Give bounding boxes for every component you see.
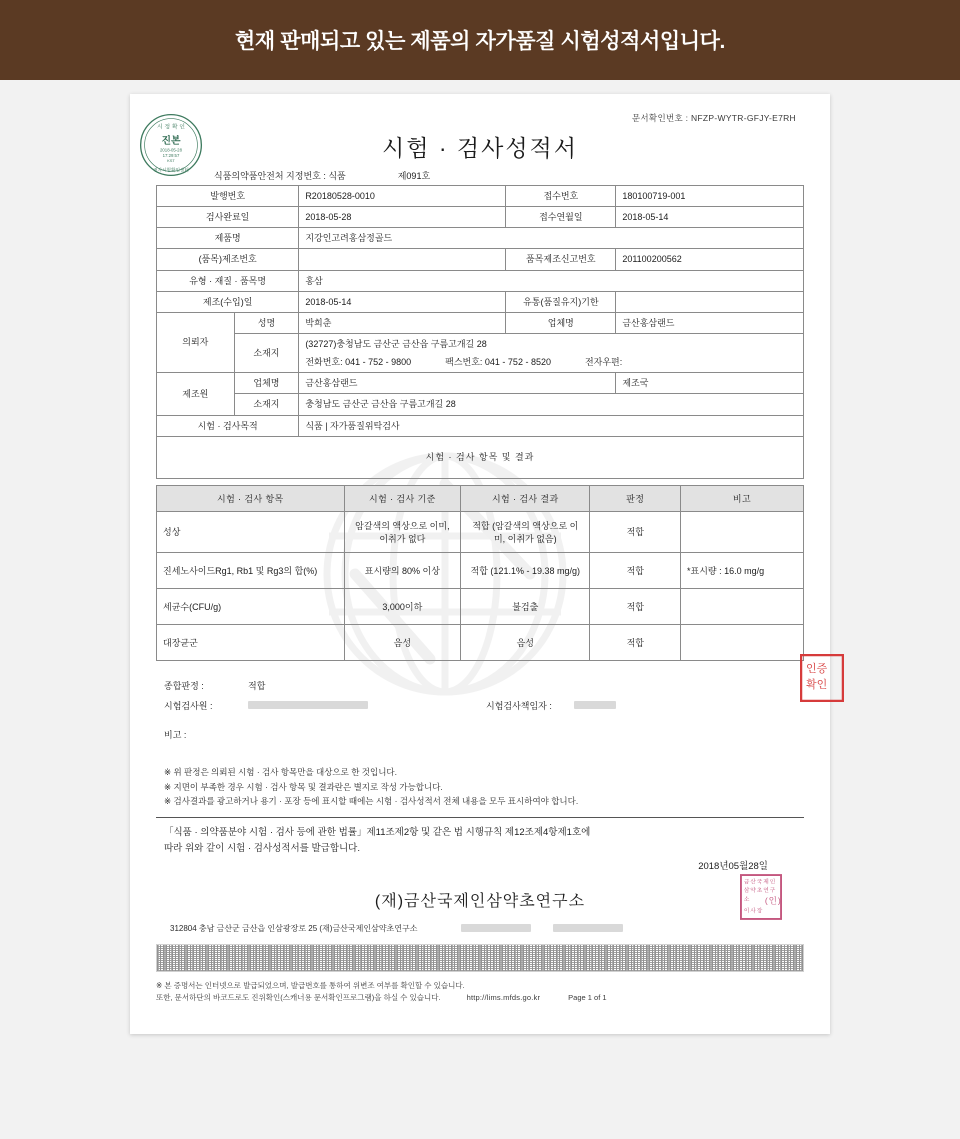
svg-text:확인: 확인 [806, 679, 828, 691]
svg-text:인증: 인증 [806, 663, 828, 675]
receipt-no-label: 접수번호 [506, 186, 616, 207]
document-confirm-label: 문서확인번호 : [631, 113, 689, 123]
inspector-label: 시험검사원 : [164, 700, 213, 711]
col-header-remark: 비고 [681, 485, 804, 511]
svg-text:시 정 확 인: 시 정 확 인 [157, 124, 185, 131]
svg-text:금산국제인: 금산국제인 [743, 879, 777, 886]
table-row [157, 291, 804, 312]
svg-text:진본: 진본 [161, 135, 181, 147]
overall-verdict-label: 종합판정 : [164, 680, 204, 691]
table-row [157, 249, 804, 270]
legal-line-1: 「식품 · 의약품분야 시험 · 검사 등에 관한 법률」제11조제2항 및 같은 법 시행규칙 제12조제4항제1호에 [164, 827, 591, 839]
result-verdict: 적합 [590, 552, 681, 588]
product-name-value: 지강인고려홍삼정골드 [299, 228, 804, 249]
result-verdict: 적합 [590, 624, 681, 660]
issue-no-value: R20180528-0010 [299, 186, 506, 207]
table-row [157, 333, 804, 372]
requester-company-label: 업체명 [506, 312, 616, 333]
receipt-date-value: 2018-05-14 [616, 207, 804, 228]
responsible-inspector-row [486, 699, 616, 712]
svg-text:2018-05-28: 2018-05-28 [160, 147, 182, 153]
manufacturer-label: 제조원 [157, 373, 235, 415]
promo-banner [0, 0, 960, 80]
table-row [157, 207, 804, 228]
verdict-block [156, 679, 804, 741]
mfr-addr-value: 충청남도 금산군 금산읍 구름고개길 28 [299, 394, 804, 415]
issue-no-label: 발행번호 [157, 186, 299, 207]
inspector-signature-redacted [248, 701, 368, 709]
inspector-row [164, 699, 804, 712]
expiry-label: 유통(품질유지)기한 [506, 291, 616, 312]
item-report-no-label: 품목제조신고번호 [506, 249, 616, 270]
requester-company-value: 금산홍삼랜드 [616, 312, 804, 333]
purpose-value: 식품 | 자가품질위탁검사 [299, 415, 804, 436]
results-header-row [157, 485, 804, 511]
mfr-addr-label: 소재지 [234, 394, 299, 415]
purpose-label: 시험 · 검사목적 [157, 415, 299, 436]
type-label: 유형 · 재질 · 품목명 [157, 270, 299, 291]
receipt-no-value: 180100719-001 [616, 186, 804, 207]
info-table [156, 185, 804, 479]
result-value: 적합 (암갈색의 액상으로 이미, 이취가 없음) [461, 511, 590, 552]
remark-label: 비고 : [164, 729, 187, 740]
designation-line [156, 169, 804, 182]
table-row [157, 186, 804, 207]
note-item: ※ 검사결과를 광고하거나 용기 · 포장 등에 표시할 때에는 시험 · 검사성적서 전체 내용을 모두 표시하여야 합니다. [164, 796, 579, 807]
address-redacted-1 [461, 924, 531, 932]
result-remark [681, 511, 804, 552]
table-row [157, 312, 804, 333]
institution-name: (재)금산국제인삼약초연구소 [374, 892, 586, 910]
col-header-verdict: 판정 [590, 485, 681, 511]
result-verdict: 적합 [590, 588, 681, 624]
note-item: ※ 지면이 부족한 경우 시험 · 검사 항목 및 결과란은 별지로 작성 가능합니다. [164, 781, 443, 792]
verification-barcode [156, 944, 804, 972]
institution-seal-icon [740, 874, 782, 920]
requester-addr-value: (32727)충청남도 금산군 금산읍 구름고개길 28 [305, 338, 487, 349]
notes-block [156, 765, 804, 810]
footer-line-2: 또한, 문서하단의 바코드로도 진위확인(스캐너용 문서확인프로그램)을 하실 수 있습니다. [156, 993, 441, 1003]
result-criteria: 암갈색의 액상으로 이미, 이취가 없다 [344, 511, 460, 552]
issue-date: 2018년05월28일 [698, 860, 768, 872]
complete-date-label: 검사완료일 [157, 207, 299, 228]
result-remark: *표시량 : 16.0 mg/g [681, 552, 804, 588]
authenticity-seal-icon [138, 112, 204, 178]
designation-label: 식품의약품안전처 지정번호 : 식품 [214, 171, 346, 181]
requester-addr-label: 소재지 [234, 333, 299, 372]
table-row [157, 228, 804, 249]
footer-block [156, 980, 804, 1006]
requester-label: 의뢰자 [157, 312, 235, 372]
requester-addr-cell [299, 333, 804, 372]
requester-email: 전자우편: [584, 357, 623, 368]
mfr-company-value: 금산홍삼랜드 [299, 373, 616, 394]
svg-text:KST: KST [167, 158, 175, 164]
legal-line-2: 따라 위와 같이 시험 · 검사성적서를 발급합니다. [164, 842, 361, 854]
results-section-title: 시험 · 검사 항목 및 결과 [157, 436, 804, 478]
requester-name-value: 박희춘 [299, 312, 506, 333]
mfg-date-label: 제조(수입)일 [157, 291, 299, 312]
page-number: Page 1 of 1 [568, 993, 607, 1003]
svg-text:소: 소 [743, 896, 751, 903]
table-row [157, 373, 804, 394]
mfr-company-label: 업체명 [234, 373, 299, 394]
result-value: 적합 (121.1% - 19.38 mg/g) [461, 552, 590, 588]
svg-text:17:29:57: 17:29:57 [162, 152, 180, 158]
table-row [157, 588, 804, 624]
table-row [157, 415, 804, 436]
note-item: ※ 위 판정은 의뢰된 시험 · 검사 항목만을 대상으로 한 것입니다. [164, 766, 397, 777]
table-row [157, 436, 804, 478]
page-title: 시험 · 검사성적서 [382, 135, 578, 161]
legal-statement [156, 817, 804, 855]
item-report-no-value: 201100200562 [616, 249, 804, 270]
document-confirm-number [156, 112, 804, 124]
requester-tel: 전화번호: 041 - 752 - 9800 [305, 357, 412, 368]
svg-text:(인): (인) [764, 895, 782, 906]
institution-address-row [156, 923, 804, 934]
complete-date-value: 2018-05-28 [299, 207, 506, 228]
svg-text:삼약초연구: 삼약초연구 [743, 887, 777, 894]
table-row [157, 511, 804, 552]
requester-fax: 팩스번호: 041 - 752 - 8520 [445, 357, 551, 368]
result-value: 불검출 [461, 588, 590, 624]
mfg-date-value: 2018-05-14 [299, 291, 506, 312]
result-criteria: 표시량의 80% 이상 [344, 552, 460, 588]
table-row [157, 394, 804, 415]
designation-number: 제091호 [397, 171, 431, 181]
receipt-date-label: 접수연월일 [506, 207, 616, 228]
type-value: 홍삼 [299, 270, 804, 291]
document-confirm-value: NFZP-WYTR-GFJY-E7RH [690, 113, 796, 123]
mfg-no-label: (품목)제조번호 [157, 249, 299, 270]
table-row [157, 270, 804, 291]
certificate-sheet [130, 94, 830, 1034]
mfr-country-cell [616, 373, 804, 394]
mfr-country-label: 제조국 [622, 378, 649, 389]
institution-address: 312804 충남 금산군 금산읍 인삼광장로 25 (재)금산국제인삼약초연구소 [170, 923, 418, 933]
result-criteria: 음성 [344, 624, 460, 660]
table-row [157, 624, 804, 660]
overall-verdict-row [164, 679, 804, 692]
result-criteria: 3,000이하 [344, 588, 460, 624]
product-name-label: 제품명 [157, 228, 299, 249]
col-header-item: 시험 · 검사 항목 [157, 485, 345, 511]
requester-name-label: 성명 [234, 312, 299, 333]
footer-line-2-row [156, 992, 804, 1005]
svg-text:전자시험확인센터: 전자시험확인센터 [153, 167, 189, 173]
footer-line-1: ※ 본 증명서는 인터넷으로 발급되었으며, 발급번호를 통하여 위변조 여부를 확인할 수 있습니다. [156, 980, 465, 990]
partial-red-seal-icon [800, 654, 844, 702]
responsible-label: 시험검사책임자 : [486, 700, 552, 711]
result-item: 진세노사이드Rg1, Rb1 및 Rg3의 합(%) [157, 552, 345, 588]
col-header-result: 시험 · 검사 결과 [461, 485, 590, 511]
overall-verdict-value: 적합 [248, 680, 266, 691]
results-table [156, 485, 804, 661]
result-item: 성상 [157, 511, 345, 552]
result-item: 세균수(CFU/g) [157, 588, 345, 624]
verification-url[interactable]: http://lims.mfds.go.kr [466, 993, 541, 1003]
promo-banner-text: 현재 판매되고 있는 제품의 자가품질 시험성적서입니다. [235, 30, 725, 53]
expiry-value [616, 291, 804, 312]
mfg-no-value [299, 249, 506, 270]
document-page-area [0, 80, 960, 1139]
result-value: 음성 [461, 624, 590, 660]
result-remark [681, 624, 804, 660]
table-row [157, 552, 804, 588]
institution-block [156, 879, 804, 914]
result-item: 대장균군 [157, 624, 345, 660]
responsible-signature-redacted [574, 701, 616, 709]
result-remark [681, 588, 804, 624]
address-redacted-2 [553, 924, 623, 932]
col-header-criteria: 시험 · 검사 기준 [344, 485, 460, 511]
result-verdict: 적합 [590, 511, 681, 552]
svg-text:이사장: 이사장 [743, 907, 764, 914]
